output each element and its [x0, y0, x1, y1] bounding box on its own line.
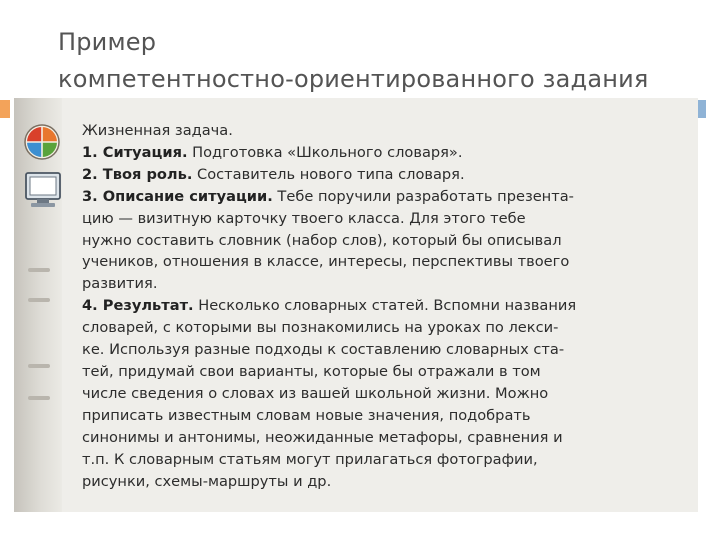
result-line: т.п. К словарным статьям могут прилагаться фотографии,: [82, 450, 538, 468]
result-line: рисунки, схемы-маршруты и др.: [82, 472, 332, 490]
margin-mark: [28, 268, 50, 272]
situation-label: 1. Ситуация.: [82, 143, 188, 161]
description-line: учеников, отношения в классе, интересы, перспективы твоего: [82, 253, 570, 271]
margin-mark: [28, 364, 50, 368]
computer-icon: [23, 170, 63, 210]
description-row: [82, 186, 692, 208]
description-line: развития.: [82, 275, 158, 293]
role-label: 2. Твоя роль.: [82, 165, 193, 183]
result-line: числе сведения о словах из вашей школьной жизни. Можно: [82, 384, 549, 402]
result-row: [82, 295, 692, 317]
task-text: [82, 120, 692, 492]
pie-wheel-icon: [24, 124, 60, 160]
description-label: 3. Описание ситуации.: [82, 187, 273, 205]
description-line: Тебе поручили разработать презента-: [272, 187, 574, 205]
slide-title-line-2: компетентностно-ориентированного задания: [58, 65, 649, 93]
result-label: 4. Результат.: [82, 297, 194, 315]
result-line: приписать известным словам новые значения, подобрать: [82, 406, 531, 424]
margin-mark: [28, 298, 50, 302]
result-line: словарей, с которыми вы познакомились на уроках по лекси-: [82, 319, 559, 337]
situation-row: [82, 142, 692, 164]
result-line: ке. Используя разные подходы к составлению словарных ста-: [82, 341, 565, 359]
page-margin: [14, 98, 62, 512]
task-intro: Жизненная задача.: [82, 122, 233, 139]
role-row: [82, 164, 692, 186]
result-line: тей, придумай свои варианты, которые бы отражали в том: [82, 362, 541, 380]
result-line: Несколько словарных статей. Вспомни названия: [193, 297, 577, 315]
slide-title: [58, 24, 698, 98]
description-line: цию — визитную карточку твоего класса. Для этого тебе: [82, 209, 526, 227]
slide-title-line-1: Пример: [58, 28, 157, 56]
result-line: синонимы и антонимы, неожиданные метафоры, сравнения и: [82, 428, 563, 446]
role-text: Составитель нового типа словаря.: [192, 165, 465, 183]
situation-text: Подготовка «Школьного словаря».: [187, 143, 463, 161]
description-line: нужно составить словник (набор слов), который бы описывал: [82, 231, 562, 249]
left-accent-bar: [0, 100, 10, 118]
margin-mark: [28, 396, 50, 400]
